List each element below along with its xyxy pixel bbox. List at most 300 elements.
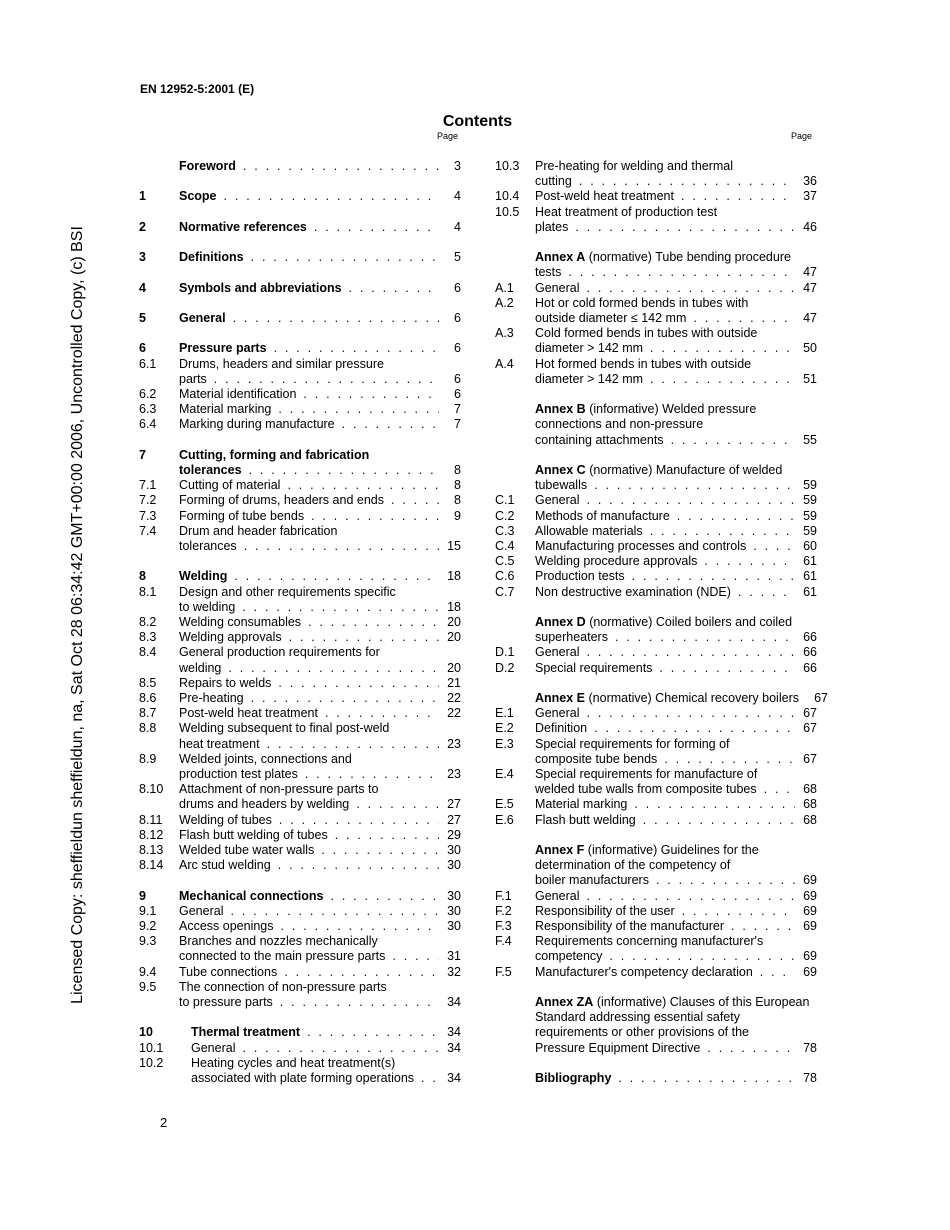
page-ref: 51 (803, 371, 817, 386)
toc-entry-body (535, 539, 817, 554)
entry-title (535, 509, 670, 524)
entry-title-line (535, 159, 817, 174)
section-number: 2 (139, 219, 146, 234)
toc-entry-body (179, 965, 461, 980)
title-text: Welding of tubes (179, 812, 272, 827)
page-ref: 67 (803, 706, 817, 721)
toc-entry-body (179, 189, 461, 204)
page-ref: 37 (803, 189, 817, 204)
entry-title (179, 402, 271, 417)
page-ref: 59 (803, 508, 817, 523)
toc-entry (139, 159, 461, 174)
toc-entry-body (179, 934, 461, 964)
entry-title (179, 493, 384, 508)
entry-last-line (535, 965, 817, 980)
section-number: 7.1 (139, 478, 157, 493)
dot-leader (314, 220, 439, 235)
entry-title (535, 265, 561, 280)
dot-leader (391, 493, 439, 508)
title-text: Definitions (179, 250, 244, 265)
title-text: General (535, 280, 580, 295)
toc-entry (139, 645, 461, 675)
toc-entry-body (191, 1041, 461, 1056)
entry-title (179, 828, 328, 843)
toc-entry-body (179, 357, 461, 387)
annex-label: Annex C (535, 463, 586, 478)
section-number: 5 (139, 310, 146, 325)
title-text: welded tube walls from composite tubes (535, 782, 757, 797)
annex-label: Annex ZA (535, 995, 594, 1010)
section-number: 6.1 (139, 356, 157, 371)
watermark-text: Licensed Copy: sheffieldun sheffieldun, na, Sat Oct 28 06:34:42 GMT+00:00 2006, Uncontrolled Copy, (c) BSI (69, 226, 86, 1004)
section-number: 10.4 (495, 189, 520, 204)
dot-leader (671, 433, 795, 448)
page-ref: 4 (454, 219, 461, 234)
title-text: associated with plate forming operations (191, 1071, 415, 1086)
page-ref: 67 (803, 751, 817, 766)
dot-leader (251, 691, 439, 706)
toc-entry (495, 965, 817, 980)
toc-entry-body (179, 524, 461, 554)
page-ref: 34 (447, 1040, 461, 1055)
title-text: Manufacturer's competency declaration (535, 964, 753, 979)
entry-last-line (179, 813, 461, 828)
entry-last-line (535, 1041, 817, 1056)
title-text: plates (535, 219, 569, 234)
toc-entry-body (179, 387, 461, 402)
entry-last-line (179, 706, 461, 721)
toc-entry-body (179, 858, 461, 873)
dot-leader (650, 341, 795, 356)
title-text: Material marking (535, 797, 628, 812)
page-ref: 36 (803, 174, 817, 189)
dot-leader (615, 630, 795, 645)
entry-title (179, 797, 349, 812)
entry-last-line (535, 585, 817, 600)
title-text: Material identification (179, 386, 297, 401)
toc-entry (139, 843, 461, 858)
dot-leader (342, 417, 439, 432)
toc-entry-body (535, 296, 817, 326)
title-text: Cutting of material (179, 478, 281, 493)
section-number: A.2 (495, 295, 514, 310)
dot-leader (594, 721, 795, 736)
page-ref: 20 (447, 614, 461, 629)
toc-entry (139, 691, 461, 706)
entry-last-line (191, 1025, 461, 1040)
document-id: EN 12952-5:2001 (E) (140, 82, 255, 96)
toc-entry (139, 478, 461, 493)
toc-entry (139, 858, 461, 873)
toc-entry (139, 220, 461, 235)
title-text: General (179, 310, 226, 325)
toc-entry (495, 889, 817, 904)
page-ref: 4 (454, 189, 461, 204)
dot-leader (242, 600, 439, 615)
page-ref: 59 (803, 523, 817, 538)
toc-entry (495, 934, 817, 964)
dot-leader (278, 858, 439, 873)
entry-last-line (535, 478, 817, 493)
annex-label: Annex B (535, 402, 586, 417)
page-ref: 6 (454, 280, 461, 295)
dot-leader (233, 311, 439, 326)
dot-leader (586, 889, 795, 904)
toc-entry (495, 995, 817, 1056)
entry-last-line (535, 433, 817, 448)
annex-label: Annex F (535, 843, 585, 858)
dot-leader (289, 630, 439, 645)
entry-title (535, 189, 674, 204)
page-ref: 18 (447, 599, 461, 614)
section-number: 9.4 (139, 964, 157, 979)
title-text: Heat treatment of production test (535, 204, 718, 219)
toc-entry (495, 797, 817, 812)
toc-entry (139, 752, 461, 782)
toc-entry-body (179, 828, 461, 843)
toc-entry-body (535, 737, 817, 767)
toc-entry-body (535, 493, 817, 508)
toc-entry-body (535, 463, 817, 493)
title-text: connections and non-pressure (535, 417, 704, 432)
entry-title (191, 1025, 300, 1040)
entry-last-line (179, 919, 461, 934)
dot-leader (251, 250, 439, 265)
toc-entry (495, 1071, 817, 1086)
toc-entry-body (179, 782, 461, 812)
section-number: 7.2 (139, 493, 157, 508)
title-text: Welding subsequent to final post-weld (179, 721, 390, 736)
entry-title-line (535, 250, 817, 265)
section-number: 3 (139, 250, 146, 265)
title-text: Access openings (179, 919, 274, 934)
entry-title (535, 493, 579, 508)
toc-right-column (495, 159, 828, 1086)
toc-entry (495, 615, 817, 645)
entry-last-line (535, 919, 817, 934)
section-number: C.7 (495, 584, 515, 599)
toc-entry-body (535, 691, 828, 706)
dot-leader (242, 1041, 439, 1056)
title-text: Scope (179, 189, 217, 204)
entry-last-line (179, 341, 461, 356)
dot-leader (279, 813, 439, 828)
entry-title-line (179, 524, 461, 539)
title-text: Standard addressing essential safety (535, 1010, 740, 1025)
entry-title (179, 600, 235, 615)
page-ref: 68 (803, 782, 817, 797)
toc-entry-body (535, 889, 817, 904)
title-text: Bibliography (535, 1071, 612, 1086)
section-number: 6.3 (139, 402, 157, 417)
page-ref: 47 (803, 265, 817, 280)
toc-entry (495, 296, 817, 326)
entry-last-line (179, 797, 461, 812)
page-ref: 47 (803, 280, 817, 295)
toc-entry (139, 782, 461, 812)
page-ref: 46 (803, 219, 817, 234)
toc-entry-body (179, 341, 461, 356)
toc-entry (495, 463, 817, 493)
dot-leader (392, 949, 439, 964)
dot-leader (656, 873, 795, 888)
annex-label: Annex D (535, 615, 586, 630)
section-number: C.6 (495, 569, 515, 584)
entry-title-line (179, 980, 461, 995)
page-ref: 68 (803, 797, 817, 812)
title-text: Flash butt welding of tubes (179, 827, 328, 842)
title-text: The connection of non-pressure parts (179, 979, 387, 994)
entry-title (179, 341, 267, 356)
dot-leader (303, 387, 439, 402)
section-number: 8.6 (139, 690, 157, 705)
toc-entry (139, 828, 461, 843)
title-text: Foreword (179, 159, 236, 173)
page-ref: 8 (454, 478, 461, 493)
title-text: (normative) Manufacture of welded (589, 463, 783, 478)
page-ref: 61 (803, 569, 817, 584)
page-ref: 20 (447, 660, 461, 675)
toc-entry-body (179, 493, 461, 508)
section-number: 10.5 (495, 204, 520, 219)
title-text: composite tube bends (535, 751, 658, 766)
entry-last-line (179, 828, 461, 843)
dot-leader (632, 569, 795, 584)
entry-title (535, 813, 636, 828)
toc-left-column (139, 159, 461, 1086)
entry-title-line (535, 463, 817, 478)
entry-last-line (179, 478, 461, 493)
entry-title (535, 889, 579, 904)
toc-entry-body (535, 919, 817, 934)
title-text: Pre-heating for welding and thermal (535, 159, 734, 173)
entry-last-line (535, 372, 817, 387)
toc-entry-body (179, 478, 461, 493)
section-number: F.4 (495, 934, 512, 949)
section-number: F.2 (495, 903, 512, 918)
dot-leader (650, 372, 795, 387)
entry-last-line (179, 858, 461, 873)
page-ref: 50 (803, 341, 817, 356)
title-text: Heating cycles and heat treatment(s) (191, 1055, 396, 1070)
title-text: containing attachments (535, 432, 664, 447)
toc-entry (495, 357, 817, 387)
entry-title (535, 220, 568, 235)
entry-last-line (535, 889, 817, 904)
toc-entry-body (179, 721, 461, 751)
section-number: 8.12 (139, 827, 164, 842)
entry-last-line (535, 220, 817, 235)
entry-last-line (535, 645, 817, 660)
title-text: Welding procedure approvals (535, 554, 698, 569)
page-ref: 69 (803, 919, 817, 934)
page-ref: 8 (454, 493, 461, 508)
entry-last-line (535, 721, 817, 736)
page-ref: 66 (803, 645, 817, 660)
entry-title (535, 539, 746, 554)
entry-last-line (179, 387, 461, 402)
toc-entry-body (535, 706, 817, 721)
title-text: Design and other requirements specific (179, 584, 396, 599)
section-number: F.3 (495, 919, 512, 934)
entry-title (179, 509, 304, 524)
entry-last-line (179, 691, 461, 706)
page-ref: 67 (814, 691, 828, 706)
page-ref: 30 (447, 888, 461, 903)
page-ref: 69 (803, 949, 817, 964)
dot-leader (586, 281, 795, 296)
entry-title (535, 904, 675, 919)
entry-last-line (179, 995, 461, 1010)
section-number: 10.2 (139, 1055, 164, 1070)
section-number: 8.14 (139, 858, 164, 873)
dot-leader (681, 189, 795, 204)
entry-title (535, 661, 652, 676)
entry-last-line (179, 372, 461, 387)
entry-title-line (535, 326, 817, 341)
section-number: 1 (139, 189, 146, 204)
entry-last-line (535, 706, 817, 721)
title-text: to welding (179, 599, 236, 614)
title-text: Allowable materials (535, 523, 643, 538)
title-text: Material marking (179, 402, 272, 417)
page-ref: 5 (454, 250, 461, 265)
entry-title (191, 1041, 235, 1056)
entry-last-line (179, 767, 461, 782)
title-text: Responsibility of the user (535, 903, 675, 918)
toc-entry (139, 1025, 461, 1040)
entry-last-line (179, 311, 461, 326)
page-ref: 20 (447, 630, 461, 645)
entry-title (535, 965, 753, 980)
page-ref: 31 (447, 949, 461, 964)
dot-leader (249, 463, 439, 478)
dot-leader (230, 904, 439, 919)
page-ref: 68 (803, 812, 817, 827)
entry-last-line (179, 493, 461, 508)
entry-title (179, 661, 221, 676)
dot-leader (244, 539, 439, 554)
title-text: Welding approvals (179, 630, 282, 645)
dot-leader (586, 493, 795, 508)
section-number: 9 (139, 888, 146, 903)
page-column-label-right: Page (791, 131, 813, 141)
entry-title-line (179, 645, 461, 660)
entry-title (179, 630, 282, 645)
title-text: General (535, 645, 580, 660)
entry-title (179, 843, 314, 858)
entry-last-line (179, 509, 461, 524)
entry-title-line (535, 767, 817, 782)
title-text: Arc stud welding (179, 858, 271, 873)
title-text: Methods of manufacture (535, 508, 670, 523)
dot-leader (731, 919, 795, 934)
toc-entry-body (179, 980, 461, 1010)
entry-title (535, 311, 686, 326)
toc-entry-body (179, 904, 461, 919)
page-ref: 6 (454, 371, 461, 386)
entry-last-line (535, 311, 817, 326)
page-ref: 9 (454, 508, 461, 523)
toc-entry (495, 645, 817, 660)
entry-last-line (535, 752, 817, 767)
entry-title-line (179, 357, 461, 372)
entry-title (179, 387, 296, 402)
section-number: 8.7 (139, 706, 157, 721)
dot-leader (586, 706, 795, 721)
entry-last-line (535, 782, 817, 797)
toc-entry (139, 569, 461, 584)
section-number: C.5 (495, 554, 515, 569)
toc-entry-body (535, 813, 817, 828)
section-number: 7 (139, 447, 146, 462)
section-number: 7.4 (139, 523, 157, 538)
title-text: (normative) Tube bending procedure (588, 250, 791, 265)
toc-entry (139, 965, 461, 980)
section-number: E.4 (495, 767, 514, 782)
page-ref: 8 (454, 462, 461, 477)
entry-last-line (179, 402, 461, 417)
section-number: 8.5 (139, 675, 157, 690)
entry-title (535, 554, 697, 569)
title-text: Branches and nozzles mechanically (179, 934, 378, 949)
toc-entry-body (179, 645, 461, 675)
dot-leader (659, 661, 795, 676)
title-text: Special requirements (535, 660, 653, 675)
entry-title (179, 889, 323, 904)
dot-leader (568, 265, 795, 280)
toc-entry-body (179, 220, 461, 235)
entry-title (535, 752, 657, 767)
entry-last-line (179, 949, 461, 964)
page-ref: 47 (803, 311, 817, 326)
dot-leader (579, 174, 795, 189)
entry-last-line (179, 569, 461, 584)
section-number: 8.3 (139, 630, 157, 645)
toc-entry (495, 539, 817, 554)
toc-entry (495, 767, 817, 797)
entry-title (535, 919, 724, 934)
section-number: D.1 (495, 645, 515, 660)
toc-entry (495, 843, 817, 889)
dot-leader (284, 965, 439, 980)
title-text: heat treatment (179, 736, 260, 751)
entry-title (535, 478, 587, 493)
entry-title (179, 691, 244, 706)
entry-title (179, 965, 277, 980)
toc-entry (139, 676, 461, 691)
annex-label: Annex A (535, 250, 586, 265)
page-number: 2 (160, 1115, 168, 1130)
page-ref: 29 (447, 827, 461, 842)
title-text: Cutting, forming and fabrication (179, 447, 370, 462)
dot-leader (325, 706, 439, 721)
title-text: superheaters (535, 630, 608, 645)
page-ref: 78 (803, 1040, 817, 1055)
dot-leader (609, 949, 795, 964)
entry-title (535, 949, 602, 964)
toc-entry (495, 205, 817, 235)
dot-leader (321, 843, 439, 858)
toc-entry (139, 448, 461, 478)
entry-last-line (535, 873, 817, 888)
entry-title-line (179, 934, 461, 949)
section-number: E.2 (495, 721, 514, 736)
entry-last-line (179, 630, 461, 645)
dot-leader (586, 645, 795, 660)
section-number: E.6 (495, 812, 514, 827)
page-ref: 59 (803, 493, 817, 508)
